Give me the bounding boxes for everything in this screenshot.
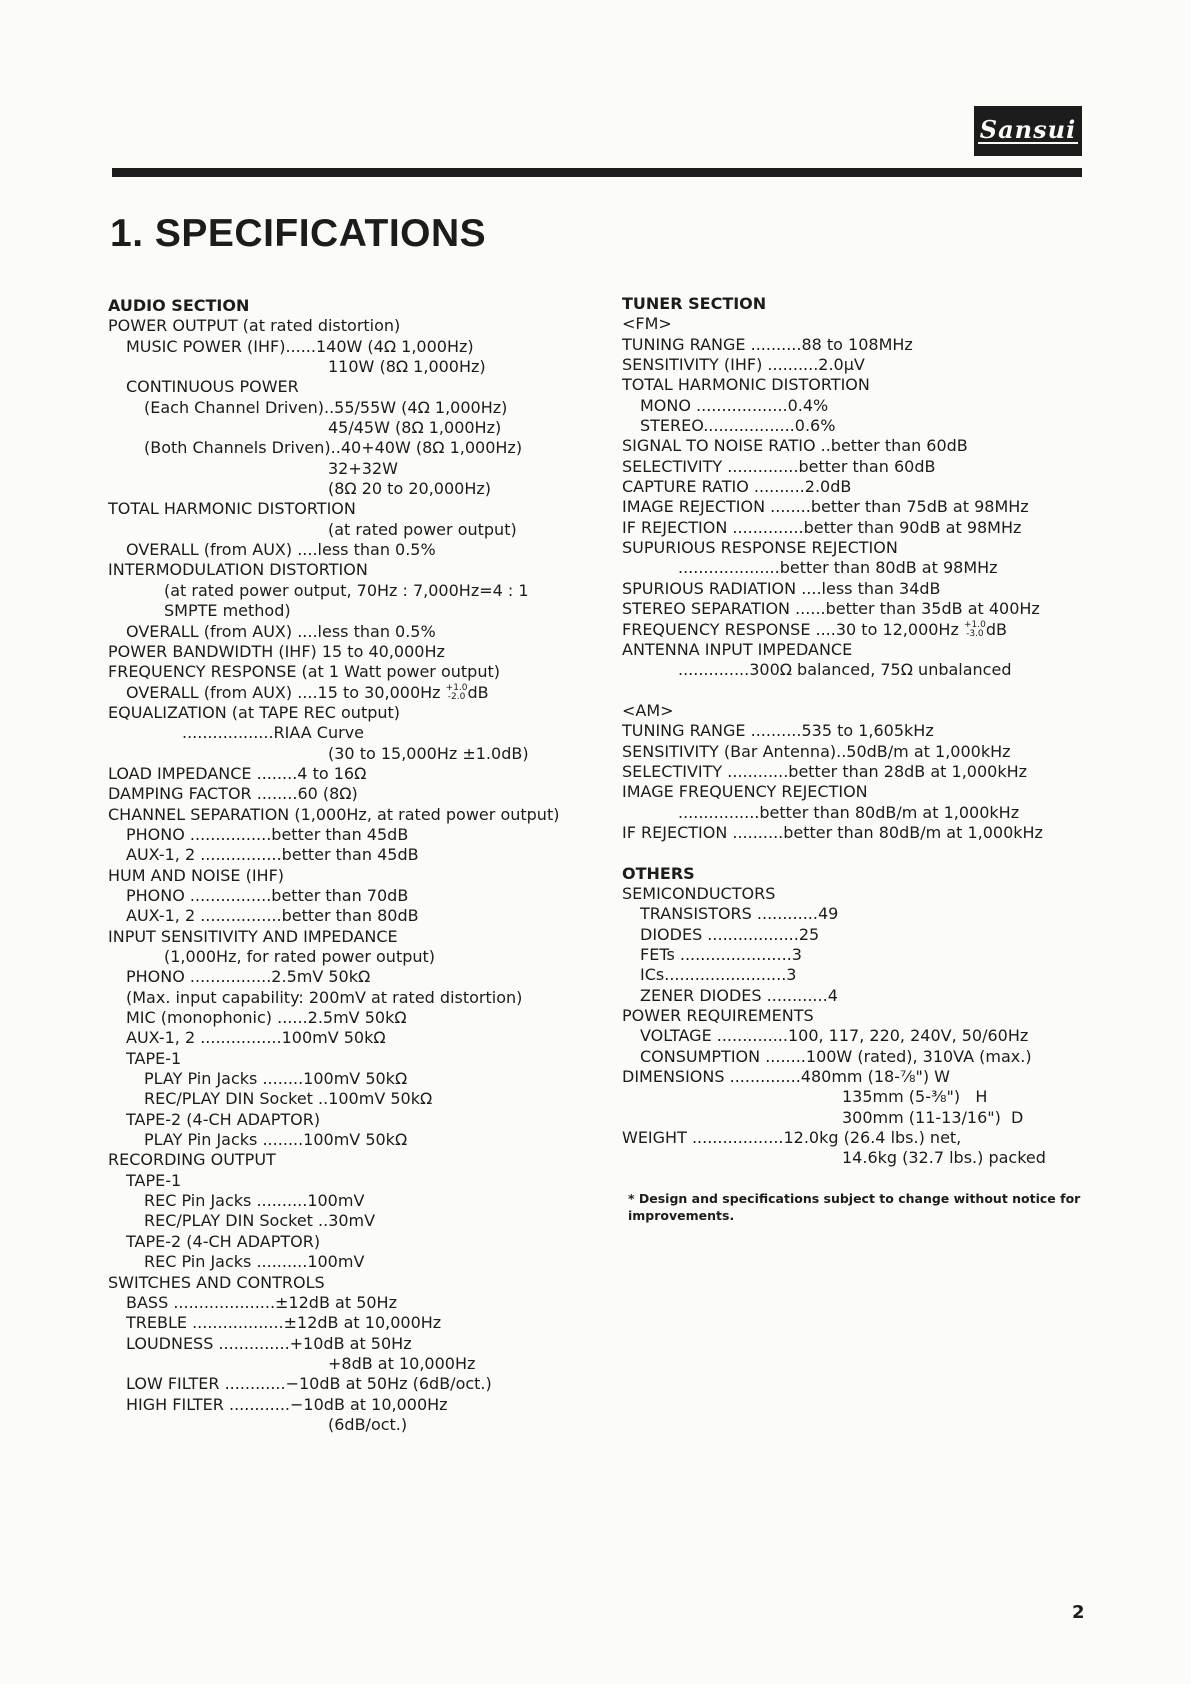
audio-spec-line xyxy=(108,1354,578,1374)
audio-spec-line xyxy=(108,1395,578,1415)
spec-text: FREQUENCY RESPONSE (at 1 Watt power output) xyxy=(108,662,500,682)
tuner-spec-line xyxy=(622,986,1092,1006)
audio-spec-line xyxy=(108,1089,578,1109)
spec-text: FETs ......................3 xyxy=(640,945,802,964)
audio-spec-line xyxy=(108,1415,578,1435)
tuner-spec-line xyxy=(622,355,1092,375)
unit: dB xyxy=(985,619,1007,639)
spec-text: WEIGHT ..................12.0kg (26.4 lbs.) net, xyxy=(622,1128,962,1148)
spec-text: (6dB/oct.) xyxy=(328,1414,408,1434)
spec-text: ....................better than 80dB at 98MHz xyxy=(678,558,998,578)
audio-spec-line xyxy=(108,316,578,336)
tuner-spec-heading xyxy=(622,864,1092,884)
tuner-spec-line xyxy=(622,823,1092,843)
spec-text: ..................RIAA Curve xyxy=(182,723,365,743)
spec-text: ICs........................3 xyxy=(640,965,797,985)
tuner-spec-line xyxy=(622,884,1092,904)
sansui-logo: Sansui xyxy=(974,106,1082,156)
audio-spec-line xyxy=(108,703,578,723)
spec-text: <FM> xyxy=(622,314,672,334)
audio-spec-line xyxy=(108,805,578,825)
spec-text: AUX-1, 2 ................better than 45dB xyxy=(126,845,419,865)
spec-text: AUX-1, 2 ................100mV 50kΩ xyxy=(126,1028,386,1048)
audio-spec-line xyxy=(108,866,578,886)
spec-text: (Both Channels Driven)..40+40W (8Ω 1,000Hz) xyxy=(144,438,523,458)
audio-spec-line xyxy=(108,947,578,967)
spec-text: CONSUMPTION ........100W (rated), 310VA (max.) xyxy=(640,1046,1032,1066)
spec-text: DIODES ..................25 xyxy=(640,924,820,944)
spec-text: MIC (monophonic) ......2.5mV 50kΩ xyxy=(126,1008,407,1028)
audio-spec-line xyxy=(108,581,578,601)
spec-text: SUPURIOUS RESPONSE REJECTION xyxy=(622,538,898,558)
spec-text: (at rated power output, 70Hz : 7,000Hz=4 : 1 xyxy=(164,580,529,600)
spec-text: PLAY Pin Jacks ........100mV 50kΩ xyxy=(144,1130,408,1150)
tuner-spec-line xyxy=(622,558,1092,578)
tuner-spec-line xyxy=(622,640,1092,660)
spec-text: 300mm (11-13/16") D xyxy=(842,1107,1024,1127)
spec-text: SMPTE method) xyxy=(164,601,291,621)
tuner-spec-line xyxy=(622,457,1092,477)
spec-text: ..............300Ω balanced, 75Ω unbalanced xyxy=(678,660,1012,680)
spec-text: CONTINUOUS POWER xyxy=(126,377,299,397)
spec-text: CHANNEL SEPARATION (1,000Hz, at rated power output) xyxy=(108,804,560,824)
spec-text: LOW FILTER ............−10dB at 50Hz (6dB/oct.) xyxy=(126,1374,492,1394)
audio-spec-line xyxy=(108,744,578,764)
audio-spec-line xyxy=(108,1049,578,1069)
spec-text: TUNING RANGE ..........535 to 1,605kHz xyxy=(622,721,934,741)
spec-text: 110W (8Ω 1,000Hz) xyxy=(328,357,486,377)
spec-text: STEREO SEPARATION ......better than 35dB at 400Hz xyxy=(622,599,1040,619)
audio-spec-line xyxy=(108,1069,578,1089)
spec-text: AUDIO SECTION xyxy=(108,296,250,315)
spec-text: POWER OUTPUT (at rated distortion) xyxy=(108,316,401,336)
spec-text: TRANSISTORS ............49 xyxy=(640,904,839,924)
tuner-spec-line xyxy=(622,436,1092,456)
tuner-spec-line xyxy=(622,477,1092,497)
spec-text: RECORDING OUTPUT xyxy=(108,1150,276,1170)
tuner-spec-line xyxy=(622,518,1092,538)
spec-text: TUNER SECTION xyxy=(622,294,767,313)
spec-text: POWER BANDWIDTH (IHF) 15 to 40,000Hz xyxy=(108,641,445,661)
spec-text: OTHERS xyxy=(622,863,695,883)
tuner-spec-line xyxy=(622,538,1092,558)
spec-text: LOUDNESS ..............+10dB at 50Hz xyxy=(126,1333,412,1353)
spec-text: OVERALL (from AUX) ....less than 0.5% xyxy=(126,621,436,641)
audio-spec-line xyxy=(108,1293,578,1313)
audio-spec-line xyxy=(108,1191,578,1211)
spec-text: (30 to 15,000Hz ±1.0dB) xyxy=(328,743,529,763)
audio-spec-line xyxy=(108,1374,578,1394)
tuner-spec-line xyxy=(622,1148,1092,1168)
spec-text: SWITCHES AND CONTROLS xyxy=(108,1272,325,1292)
audio-spec-line xyxy=(108,1334,578,1354)
audio-spec-line xyxy=(108,845,578,865)
audio-spec-line xyxy=(108,560,578,580)
spec-text: STEREO..................0.6% xyxy=(640,416,836,436)
audio-spec-heading xyxy=(108,296,578,316)
spec-text: PHONO ................better than 70dB xyxy=(126,885,409,905)
tuner-spec-line xyxy=(622,803,1092,823)
spec-text: HIGH FILTER ............−10dB at 10,000Hz xyxy=(126,1394,448,1414)
spec-text: HUM AND NOISE (IHF) xyxy=(108,865,285,885)
page-title: 1. SPECIFICATIONS xyxy=(110,212,487,255)
spec-text: SIGNAL TO NOISE RATIO ..better than 60dB xyxy=(622,436,968,456)
spec-text: PHONO ................2.5mV 50kΩ xyxy=(126,967,371,987)
audio-spec-line xyxy=(108,1110,578,1130)
spec-text: SENSITIVITY (IHF) ..........2.0μV xyxy=(622,355,865,375)
spec-text: 32+32W xyxy=(328,458,398,478)
tuner-spec-line xyxy=(622,1128,1092,1148)
spec-text: PLAY Pin Jacks ........100mV 50kΩ xyxy=(144,1069,408,1089)
spec-text: IF REJECTION ..........better than 80dB/m at 1,000kHz xyxy=(622,822,1043,842)
tuner-spec-line xyxy=(622,843,1092,863)
audio-spec-line xyxy=(108,1130,578,1150)
tuner-spec-line xyxy=(622,1047,1092,1067)
spec-text: TAPE-2 (4-CH ADAPTOR) xyxy=(126,1109,321,1129)
spec-text: TREBLE ..................±12dB at 10,000Hz xyxy=(126,1313,442,1333)
spec-text: REC Pin Jacks ..........100mV xyxy=(144,1252,365,1272)
audio-spec-line xyxy=(108,683,578,703)
tolerance: +1.0 -2.0 xyxy=(445,683,468,703)
audio-spec-line xyxy=(108,1028,578,1048)
tuner-spec-line xyxy=(622,782,1092,802)
tuner-spec-line xyxy=(622,681,1092,701)
tuner-spec-line xyxy=(622,396,1092,416)
audio-spec-line xyxy=(108,438,578,458)
audio-spec-line xyxy=(108,459,578,479)
spec-text: SELECTIVITY ............better than 28dB at 1,000kHz xyxy=(622,761,1028,781)
tuner-spec-line xyxy=(622,945,1092,965)
tuner-spec-heading xyxy=(622,294,1092,314)
audio-spec-line xyxy=(108,337,578,357)
spec-text: TOTAL HARMONIC DISTORTION xyxy=(622,375,870,395)
spec-text: INPUT SENSITIVITY AND IMPEDANCE xyxy=(108,926,398,946)
spec-text: TAPE-1 xyxy=(126,1048,182,1068)
tuner-spec-line xyxy=(622,721,1092,741)
spec-text: (8Ω 20 to 20,000Hz) xyxy=(328,479,491,499)
spec-text: <AM> xyxy=(622,700,674,720)
audio-spec-line xyxy=(108,418,578,438)
tuner-spec-line xyxy=(622,497,1092,517)
tuner-others-column xyxy=(622,294,1092,1169)
tuner-spec-line xyxy=(622,1026,1092,1046)
spec-text: FREQUENCY RESPONSE ....30 to 12,000Hz xyxy=(622,619,959,639)
spec-text: DAMPING FACTOR ........60 (8Ω) xyxy=(108,784,358,804)
tuner-spec-line xyxy=(622,925,1092,945)
tuner-spec-line xyxy=(622,416,1092,436)
tuner-spec-line xyxy=(622,375,1092,395)
audio-spec-line xyxy=(108,1273,578,1293)
spec-text: (1,000Hz, for rated power output) xyxy=(164,947,436,966)
spec-text: POWER REQUIREMENTS xyxy=(622,1006,814,1026)
audio-spec-line xyxy=(108,1252,578,1272)
spec-text: VOLTAGE ..............100, 117, 220, 240V, 50/60Hz xyxy=(640,1026,1029,1046)
audio-spec-line xyxy=(108,642,578,662)
tuner-spec-line xyxy=(622,701,1092,721)
spec-text: ZENER DIODES ............4 xyxy=(640,985,838,1005)
spec-text: TAPE-1 xyxy=(126,1170,182,1190)
spec-text: (Max. input capability: 200mV at rated distortion) xyxy=(126,987,523,1007)
spec-text: TAPE-2 (4-CH ADAPTOR) xyxy=(126,1231,321,1251)
tuner-spec-line xyxy=(622,579,1092,599)
tuner-spec-line xyxy=(622,904,1092,924)
spec-text: INTERMODULATION DISTORTION xyxy=(108,560,368,580)
spec-text: MUSIC POWER (IHF)......140W (4Ω 1,000Hz) xyxy=(126,336,474,356)
spec-text: DIMENSIONS ..............480mm (18-⅞") W xyxy=(622,1067,950,1087)
spec-text: REC/PLAY DIN Socket ..30mV xyxy=(144,1211,376,1231)
spec-text: (at rated power output) xyxy=(328,519,517,539)
spec-text: IMAGE REJECTION ........better than 75dB at 98MHz xyxy=(622,497,1029,517)
spec-text: (Each Channel Driven)..55/55W (4Ω 1,000Hz) xyxy=(144,397,508,417)
audio-spec-line xyxy=(108,784,578,804)
spec-text: ANTENNA INPUT IMPEDANCE xyxy=(622,639,853,659)
header-rule xyxy=(112,168,1082,177)
audio-spec-line xyxy=(108,520,578,540)
page-number: 2 xyxy=(1072,1602,1085,1623)
audio-spec-line xyxy=(108,906,578,926)
spec-text: 135mm (5-⅜") H xyxy=(842,1087,988,1107)
tuner-spec-line xyxy=(622,620,1092,640)
tuner-spec-line xyxy=(622,1006,1092,1026)
tuner-spec-line xyxy=(622,660,1092,680)
spec-text: EQUALIZATION (at TAPE REC output) xyxy=(108,702,401,722)
audio-spec-line xyxy=(108,662,578,682)
audio-section-column xyxy=(108,296,578,1435)
tuner-spec-line xyxy=(622,1067,1092,1087)
spec-text: AUX-1, 2 ................better than 80dB xyxy=(126,906,419,926)
spec-text: PHONO ................better than 45dB xyxy=(126,824,409,844)
spec-text: 45/45W (8Ω 1,000Hz) xyxy=(328,418,502,438)
spec-text: CAPTURE RATIO ..........2.0dB xyxy=(622,477,852,497)
tuner-spec-line xyxy=(622,599,1092,619)
spec-text: 14.6kg (32.7 lbs.) packed xyxy=(842,1148,1046,1168)
audio-spec-line xyxy=(108,723,578,743)
audio-spec-line xyxy=(108,886,578,906)
spec-text: MONO ..................0.4% xyxy=(640,395,829,415)
spec-text: SEMICONDUCTORS xyxy=(622,883,776,903)
audio-spec-line xyxy=(108,601,578,621)
footnote: * Design and specifications subject to change without notice for improvements. xyxy=(628,1191,1081,1223)
spec-text: OVERALL (from AUX) ....15 to 30,000Hz xyxy=(126,682,441,702)
audio-spec-line xyxy=(108,988,578,1008)
audio-spec-line xyxy=(108,540,578,560)
spec-text: IF REJECTION ..............better than 90dB at 98MHz xyxy=(622,517,1022,537)
tuner-spec-line xyxy=(622,965,1092,985)
audio-spec-line xyxy=(108,479,578,499)
spec-text: TOTAL HARMONIC DISTORTION xyxy=(108,499,356,519)
audio-spec-line xyxy=(108,967,578,987)
audio-spec-line xyxy=(108,357,578,377)
spec-text: ................better than 80dB/m at 1,000kHz xyxy=(678,802,1020,822)
tuner-spec-line xyxy=(622,1108,1092,1128)
spec-text: TUNING RANGE ..........88 to 108MHz xyxy=(622,334,913,354)
audio-spec-line xyxy=(108,1232,578,1252)
audio-spec-line xyxy=(108,1211,578,1231)
audio-spec-line xyxy=(108,927,578,947)
unit: dB xyxy=(467,682,489,702)
audio-spec-line xyxy=(108,622,578,642)
spec-text: SPURIOUS RADIATION ....less than 34dB xyxy=(622,578,941,598)
spec-text: REC/PLAY DIN Socket ..100mV 50kΩ xyxy=(144,1089,433,1109)
spec-text: BASS ....................±12dB at 50Hz xyxy=(126,1292,397,1312)
spec-text: REC Pin Jacks ..........100mV xyxy=(144,1191,365,1211)
audio-spec-line xyxy=(108,398,578,418)
audio-spec-line xyxy=(108,825,578,845)
tuner-spec-line xyxy=(622,335,1092,355)
spec-text: SELECTIVITY ..............better than 60dB xyxy=(622,456,936,476)
tuner-spec-line xyxy=(622,1087,1092,1107)
audio-spec-line xyxy=(108,377,578,397)
tolerance: +1.0 -3.0 xyxy=(963,620,986,639)
audio-spec-line xyxy=(108,1008,578,1028)
audio-spec-line xyxy=(108,1313,578,1333)
tuner-spec-line xyxy=(622,762,1092,782)
spec-text: LOAD IMPEDANCE ........4 to 16Ω xyxy=(108,763,367,783)
tuner-spec-line xyxy=(622,314,1092,334)
tuner-spec-line xyxy=(622,742,1092,762)
audio-spec-line xyxy=(108,499,578,519)
spec-text: IMAGE FREQUENCY REJECTION xyxy=(622,782,868,802)
audio-spec-line xyxy=(108,764,578,784)
spec-text: +8dB at 10,000Hz xyxy=(328,1353,476,1373)
audio-spec-line xyxy=(108,1150,578,1170)
spec-text: OVERALL (from AUX) ....less than 0.5% xyxy=(126,540,436,560)
spec-text: SENSITIVITY (Bar Antenna)..50dB/m at 1,000kHz xyxy=(622,741,1011,761)
audio-spec-line xyxy=(108,1171,578,1191)
